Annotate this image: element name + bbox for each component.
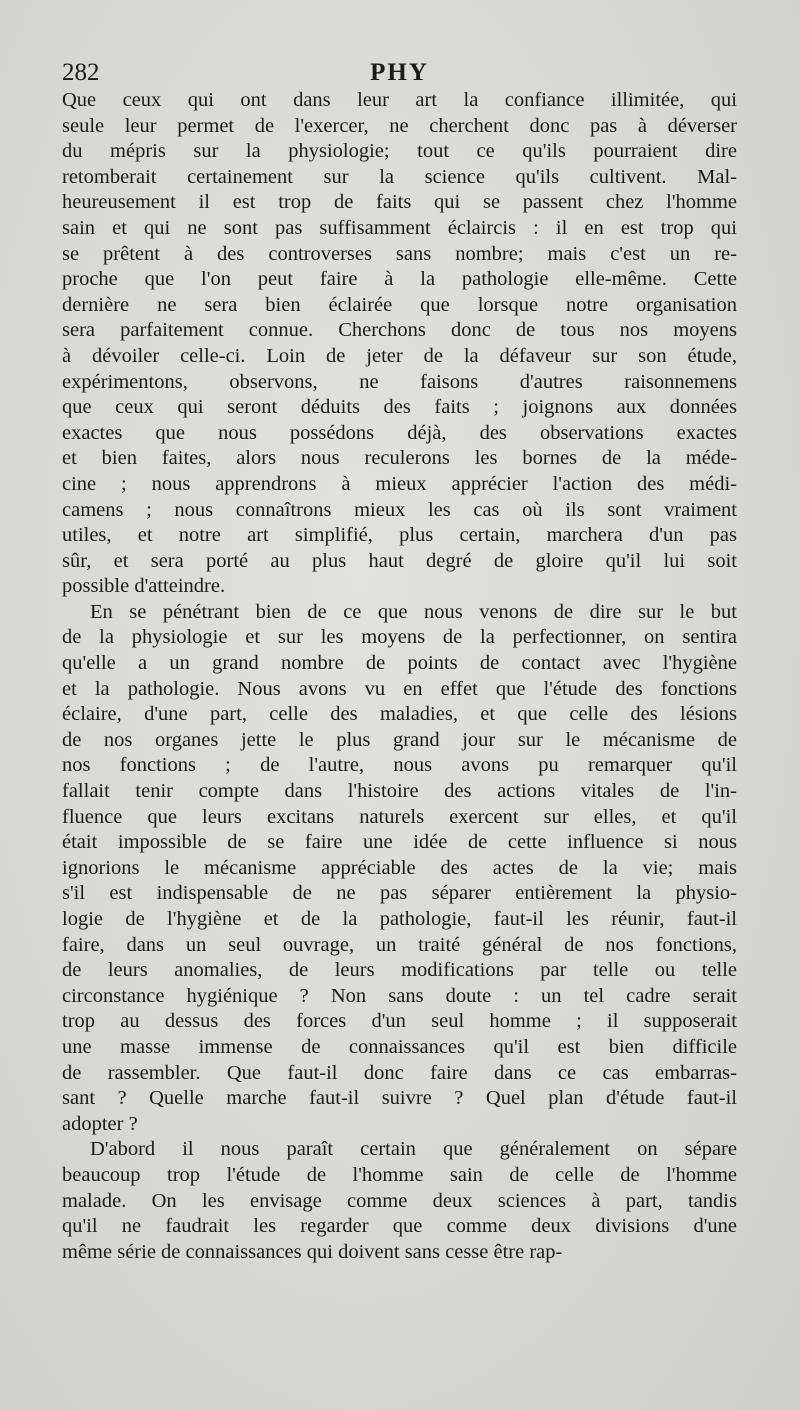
text-line: seule leur permet de l'exercer, ne cherchent donc pas à déverser: [62, 114, 737, 137]
text-line: même série de connaissances qui doivent sans cesse être rap-: [62, 1240, 563, 1263]
text-line: nos fonctions ; de l'autre, nous avons pu remarquer qu'il: [62, 754, 737, 777]
paragraph: [62, 600, 737, 1137]
text-line: sûr, et sera porté au plus haut degré de gloire qu'il lui soit: [62, 549, 737, 572]
text-line: et la pathologie. Nous avons vu en effet que l'étude des fonctions: [62, 677, 737, 700]
text-line: sain et qui ne sont pas suffisamment éclaircis : il en est trop qui: [62, 216, 737, 239]
text-line: cine ; nous apprendrons à mieux apprécier l'action des médi-: [62, 472, 737, 495]
text-line: expérimentons, observons, ne faisons d'autres raisonnemens: [62, 370, 737, 393]
text-line: beaucoup trop l'étude de l'homme sain de celle de l'homme: [62, 1163, 737, 1186]
text-line: était impossible de se faire une idée de cette influence si nous: [62, 831, 737, 854]
text-line: dernière ne sera bien éclairée que lorsque notre organisation: [62, 293, 737, 316]
text-line: logie de l'hygiène et de la pathologie, faut-il les réunir, faut-il: [62, 908, 737, 930]
text-line: adopter ?: [62, 1112, 138, 1135]
text-line: sera parfaitement connue. Cherchons donc de tous nos moyens: [62, 319, 737, 342]
text-line: se prêtent à des controverses sans nombre; mais c'est un re-: [62, 242, 737, 265]
text-line: ignorions le mécanisme appréciable des actes de la vie; mais: [62, 856, 737, 879]
page-header: [62, 58, 737, 88]
running-head: PHY: [370, 59, 429, 86]
text-line: D'abord il nous paraît certain que généralement on sépare: [90, 1138, 737, 1161]
text-line: et bien faites, alors nous reculerons les bornes de la méde-: [62, 447, 737, 470]
text-line: retomberait certainement sur la science qu'ils cultivent. Mal-: [62, 165, 737, 188]
text-line: circonstance hygiénique ? Non sans doute : un tel cadre serait: [62, 984, 737, 1007]
text-line: du mépris sur la physiologie; tout ce qu'ils pourraient dire: [62, 140, 737, 163]
text-line: de la physiologie et sur les moyens de la perfectionner, on sentira: [62, 626, 737, 649]
text-line: de leurs anomalies, de leurs modifications par telle ou telle: [62, 959, 737, 982]
text-line: à dévoiler celle-ci. Loin de jeter de la défaveur sur son étude,: [62, 344, 737, 367]
text-line: trop au dessus des forces d'un seul homme ; il supposerait: [62, 1010, 737, 1033]
text-line: utiles, et notre art simplifié, plus certain, marchera d'un pas: [62, 524, 737, 547]
text-line: de rassembler. Que faut-il donc faire dans ce cas embarras-: [62, 1061, 737, 1084]
paragraph: [62, 1137, 737, 1265]
text-line: sant ? Quelle marche faut-il suivre ? Quel plan d'étude faut-il: [62, 1087, 737, 1110]
text-line: proche que l'on peut faire à la pathologie elle-même. Cette: [62, 268, 737, 291]
text-line: En se pénétrant bien de ce que nous venons de dire sur le but: [90, 600, 737, 623]
text-line: camens ; nous connaîtrons mieux les cas où ils sont vraiment: [62, 498, 737, 521]
text-line: fluence que leurs excitans naturels exercent sur elles, et qu'il: [62, 805, 737, 828]
text-line: une masse immense de connaissances qu'il est bien difficile: [62, 1035, 737, 1058]
text-line: malade. On les envisage comme deux sciences à part, tandis: [62, 1189, 737, 1212]
text-line: éclaire, d'une part, celle des maladies, et que celle des lésions: [62, 703, 737, 726]
text-line: Que ceux qui ont dans leur art la confiance illimitée, qui: [62, 89, 737, 111]
body-text: [62, 88, 737, 1265]
text-line: qu'elle a un grand nombre de points de contact avec l'hygiène: [62, 652, 737, 675]
text-line: s'il est indispensable de ne pas séparer entièrement la physio-: [62, 882, 737, 905]
text-line: qu'il ne faudrait les regarder que comme deux divisions d'une: [62, 1215, 737, 1238]
text-line: de nos organes jette le plus grand jour sur le mécanisme de: [62, 728, 737, 751]
page-number: 282: [62, 59, 100, 86]
paragraph: [62, 88, 737, 600]
text-line: fallait tenir compte dans l'histoire des actions vitales de l'in-: [62, 780, 737, 803]
text-line: que ceux qui seront déduits des faits ; joignons aux données: [62, 396, 737, 419]
text-line: heureusement il est trop de faits qui se passent chez l'homme: [62, 191, 737, 214]
text-line: possible d'atteindre.: [62, 575, 226, 598]
text-line: faire, dans un seul ouvrage, un traité général de nos fonctions,: [62, 933, 737, 956]
text-line: exactes que nous possédons déjà, des observations exactes: [62, 421, 737, 444]
